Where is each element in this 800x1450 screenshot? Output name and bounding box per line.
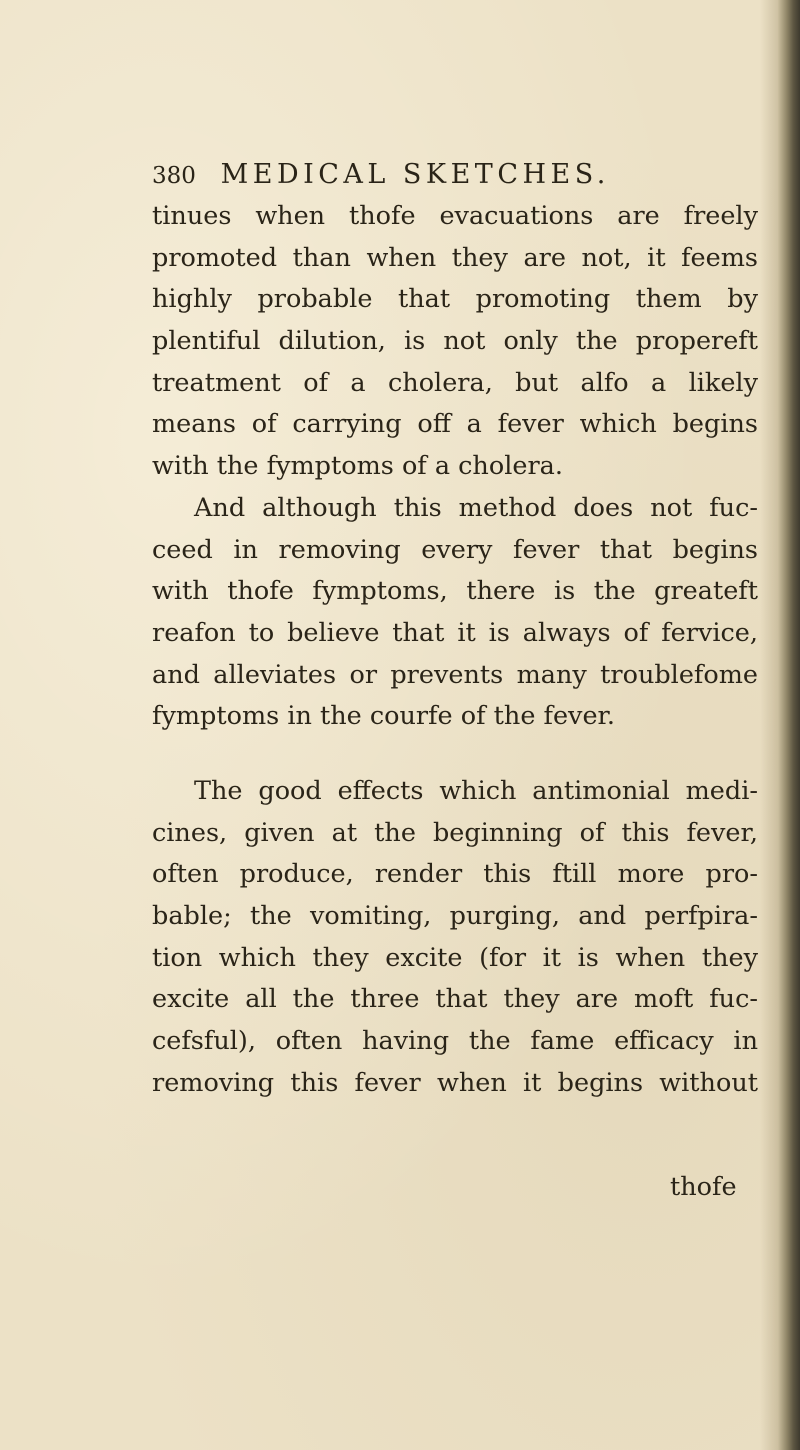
text-line: and alleviates or prevents many troublefome xyxy=(152,659,758,690)
catchword: thofe xyxy=(670,1172,737,1202)
paragraph-3 xyxy=(152,771,758,1105)
text-line: cines, given at the beginning of this fever, xyxy=(152,817,758,848)
paragraph-1 xyxy=(152,196,758,488)
text-line: The good effects which antimonial medi- xyxy=(194,775,758,806)
text-line: highly probable that promoting them by xyxy=(152,284,758,315)
binding-shadow xyxy=(760,0,778,1450)
text-line: And although this method does not fuc- xyxy=(194,492,758,523)
text-line: means of carrying off a fever which begins xyxy=(152,409,758,440)
text-line: reafon to believe that it is always of fervice, xyxy=(152,617,758,648)
text-line: with the fymptoms of a cholera. xyxy=(152,451,563,482)
text-line: with thofe fymptoms, there is the greateft xyxy=(152,576,758,607)
text-line: plentiful dilution, is not only the propereft xyxy=(152,326,758,357)
text-line: excite all the three that they are moft fuc- xyxy=(152,984,758,1015)
paragraph-2 xyxy=(152,488,758,738)
paragraph-spacer xyxy=(152,738,758,771)
body-text xyxy=(152,196,758,1104)
text-line: often produce, render this ftill more pro- xyxy=(152,859,758,890)
running-head-title: MEDICAL SKETCHES. xyxy=(220,159,610,190)
running-head xyxy=(152,155,692,195)
text-line: tion which they excite (for it is when they xyxy=(152,942,758,973)
text-line: removing this fever when it begins without xyxy=(152,1067,758,1098)
text-line: cefsful), often having the fame efficacy in xyxy=(152,1026,758,1057)
text-line: treatment of a cholera, but alfo a likely xyxy=(152,367,758,398)
page-number: 380 xyxy=(152,163,196,189)
book-binding-edge xyxy=(778,0,800,1450)
text-line: tinues when thofe evacuations are freely xyxy=(152,201,758,231)
text-line: promoted than when they are not, it feems xyxy=(152,242,758,273)
text-line: ceed in removing every fever that begins xyxy=(152,534,758,565)
text-line: fymptoms in the courfe of the fever. xyxy=(152,701,616,732)
text-line: bable; the vomiting, purging, and perfpira- xyxy=(152,901,758,931)
